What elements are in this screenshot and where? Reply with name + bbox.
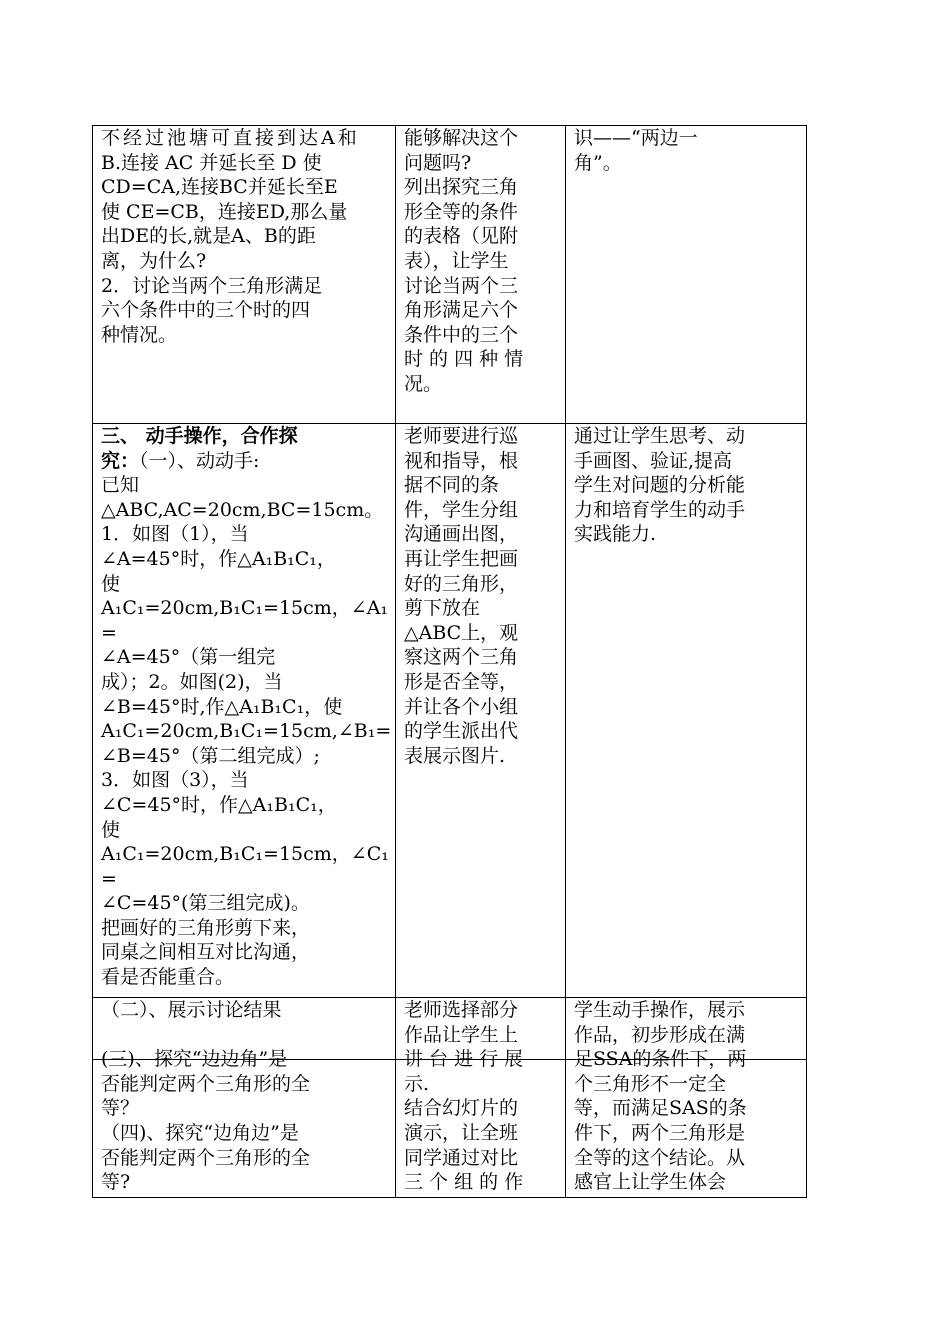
text-line: 表展示图片. [404,744,506,767]
text-line: 等，而满足SAS的条 [574,1097,747,1120]
text-line: B.连接 AC 并延长至 D 使 [101,151,322,174]
intent-cell [566,424,807,998]
text-line: 并让各个小组 [404,695,519,718]
text-line: CD=CA,连接BC并延长至E [101,176,338,199]
text-line: △ABC,AC=20cm,BC=15cm。 [101,498,384,521]
teacher-activity-cell [396,424,566,998]
text-line: 看是否能重合。 [101,966,235,989]
text-line: 1．如图（1），当 [101,523,249,546]
text-line: 示. [404,1072,430,1095]
content-cell [93,998,396,1198]
text-line: A₁C₁=20cm,B₁C₁=15cm，∠A₁ [101,597,389,620]
text-line: 演示，让全班 [404,1121,519,1144]
text-line: 使 [101,818,121,841]
text-line: 已知 [101,474,140,497]
text-line: ∠C=45°(第三组完成)。 [101,892,310,915]
text-line: 出DE的长,就是A、B的距 [101,225,316,248]
text-line: 剪下放在 [404,597,481,620]
text-line: 再让学生把画 [404,547,519,570]
text-line: 否能判定两个三角形的全 [101,1146,311,1169]
text-line: 六个条件中的三个时的四 [101,299,311,322]
teacher-activity-cell [396,126,566,424]
table-row [93,998,807,1198]
text-line: 种情况。 [101,323,178,346]
text-line: 等? [101,1171,131,1194]
text-line: 表），让学生 [404,249,509,272]
text-line: 识——“两边一 [574,127,698,149]
text-line: 老师要进行巡 [404,425,519,447]
text-line: 作品，初步形成在满 [574,1023,746,1046]
text-line: 结合幻灯片的 [404,1097,519,1120]
text-line: 条件中的三个 [404,323,519,346]
text-line: △ABC上，观 [404,621,519,644]
subsection-heading: （一）、动动手: [139,449,260,472]
text-line: A₁C₁=20cm,B₁C₁=15cm,∠B₁= [101,720,392,743]
text-line: 全等的这个结论。从 [574,1146,746,1169]
text-line: 况。 [404,372,443,395]
text-line: 形是否全等， [404,670,519,693]
content-cell [93,126,396,424]
text-line: 离，为什么? [101,249,207,272]
text-line: 形全等的条件 [404,200,519,223]
table-row [93,424,807,998]
text-line: 不经过池塘可直接到达A和 [101,127,360,149]
text-line: 否能判定两个三角形的全 [101,1072,311,1095]
text-line: ∠A=45°（第一组完 [101,646,276,669]
text-line: 列出探究三角 [404,176,519,199]
section-heading-cont: 究： [101,449,140,472]
text-line [101,1023,389,1048]
text-line: (三)、探究“边边角”是 [101,1047,389,1072]
text-line: 力和培育学生的动手 [574,498,746,521]
text-line: ∠A=45°时，作△A₁B₁C₁， [101,547,336,570]
teacher-activity-cell [396,998,566,1198]
lesson-plan-table [92,125,807,1198]
text-line: 手画图、验证,提高 [574,449,733,472]
text-line: 角”。 [574,151,622,174]
text-line: 3．如图（3），当 [101,769,249,792]
text-line: = [101,621,117,644]
text-line: 把画好的三角形剪下来， [101,916,311,939]
text-line: 足SSA的条件下，两 [574,1047,800,1072]
text-line: 老师选择部分 [404,999,519,1021]
text-line: 据不同的条 [404,474,500,497]
section-heading: 三、 动手操作，合作探 [101,425,298,447]
text-line: 的学生派出代 [404,720,519,743]
text-line: 学生动手操作，展示 [574,999,746,1021]
text-line: 讲 台 进 行 展 [404,1047,559,1072]
text-line: 件，学生分组 [404,498,519,521]
text-line: 三 个 组 的 作 [404,1171,524,1194]
text-line: 个三角形不一定全 [574,1072,727,1095]
text-line: = [101,867,117,890]
text-line: 件下，两个三角形是 [574,1121,746,1144]
text-line: 作品让学生上 [404,1023,519,1046]
text-line: （二）、展示讨论结果 [101,999,282,1021]
text-line: 通过让学生思考、动 [574,425,746,447]
text-line: 实践能力. [574,523,657,546]
text-line: 的表格（见附 [404,225,519,248]
text-line: 学生对问题的分析能 [574,474,746,497]
text-line: 2．讨论当两个三角形满足 [101,274,323,297]
text-line: 能够解决这个 [404,127,519,149]
text-line: 视和指导，根 [404,449,519,472]
text-line: 成）；2。如图(2)，当 [101,670,283,693]
content-cell [93,424,396,998]
text-line: 好的三角形， [404,572,519,595]
text-line: 角形满足六个 [404,299,519,322]
text-line: A₁C₁=20cm,B₁C₁=15cm，∠C₁ [101,843,389,866]
text-line: 同桌之间相互对比沟通， [101,941,311,964]
text-line: 察这两个三角 [404,646,519,669]
text-line: 使 CE=CB，连接ED,那么量 [101,200,348,223]
intent-cell [566,998,807,1198]
text-line: 沟通画出图， [404,523,519,546]
table-row [93,126,807,424]
text-line: 讨论当两个三 [404,274,519,297]
text-line: 感官上让学生体会 [574,1171,727,1194]
text-line: 同学通过对比 [404,1146,519,1169]
intent-cell [566,126,807,424]
text-line: （四)、探究“边角边”是 [101,1121,299,1144]
text-line: ∠B=45°（第二组完成）; [101,744,320,767]
text-line: ∠C=45°时，作△A₁B₁C₁， [101,793,337,816]
text-line: 问题吗? [404,151,472,174]
text-line: 使 [101,572,121,595]
text-line: 时 的 四 种 情 [404,348,524,371]
text-line: 等？ [101,1097,140,1120]
text-line: ∠B=45°时,作△A₁B₁C₁，使 [101,695,343,718]
